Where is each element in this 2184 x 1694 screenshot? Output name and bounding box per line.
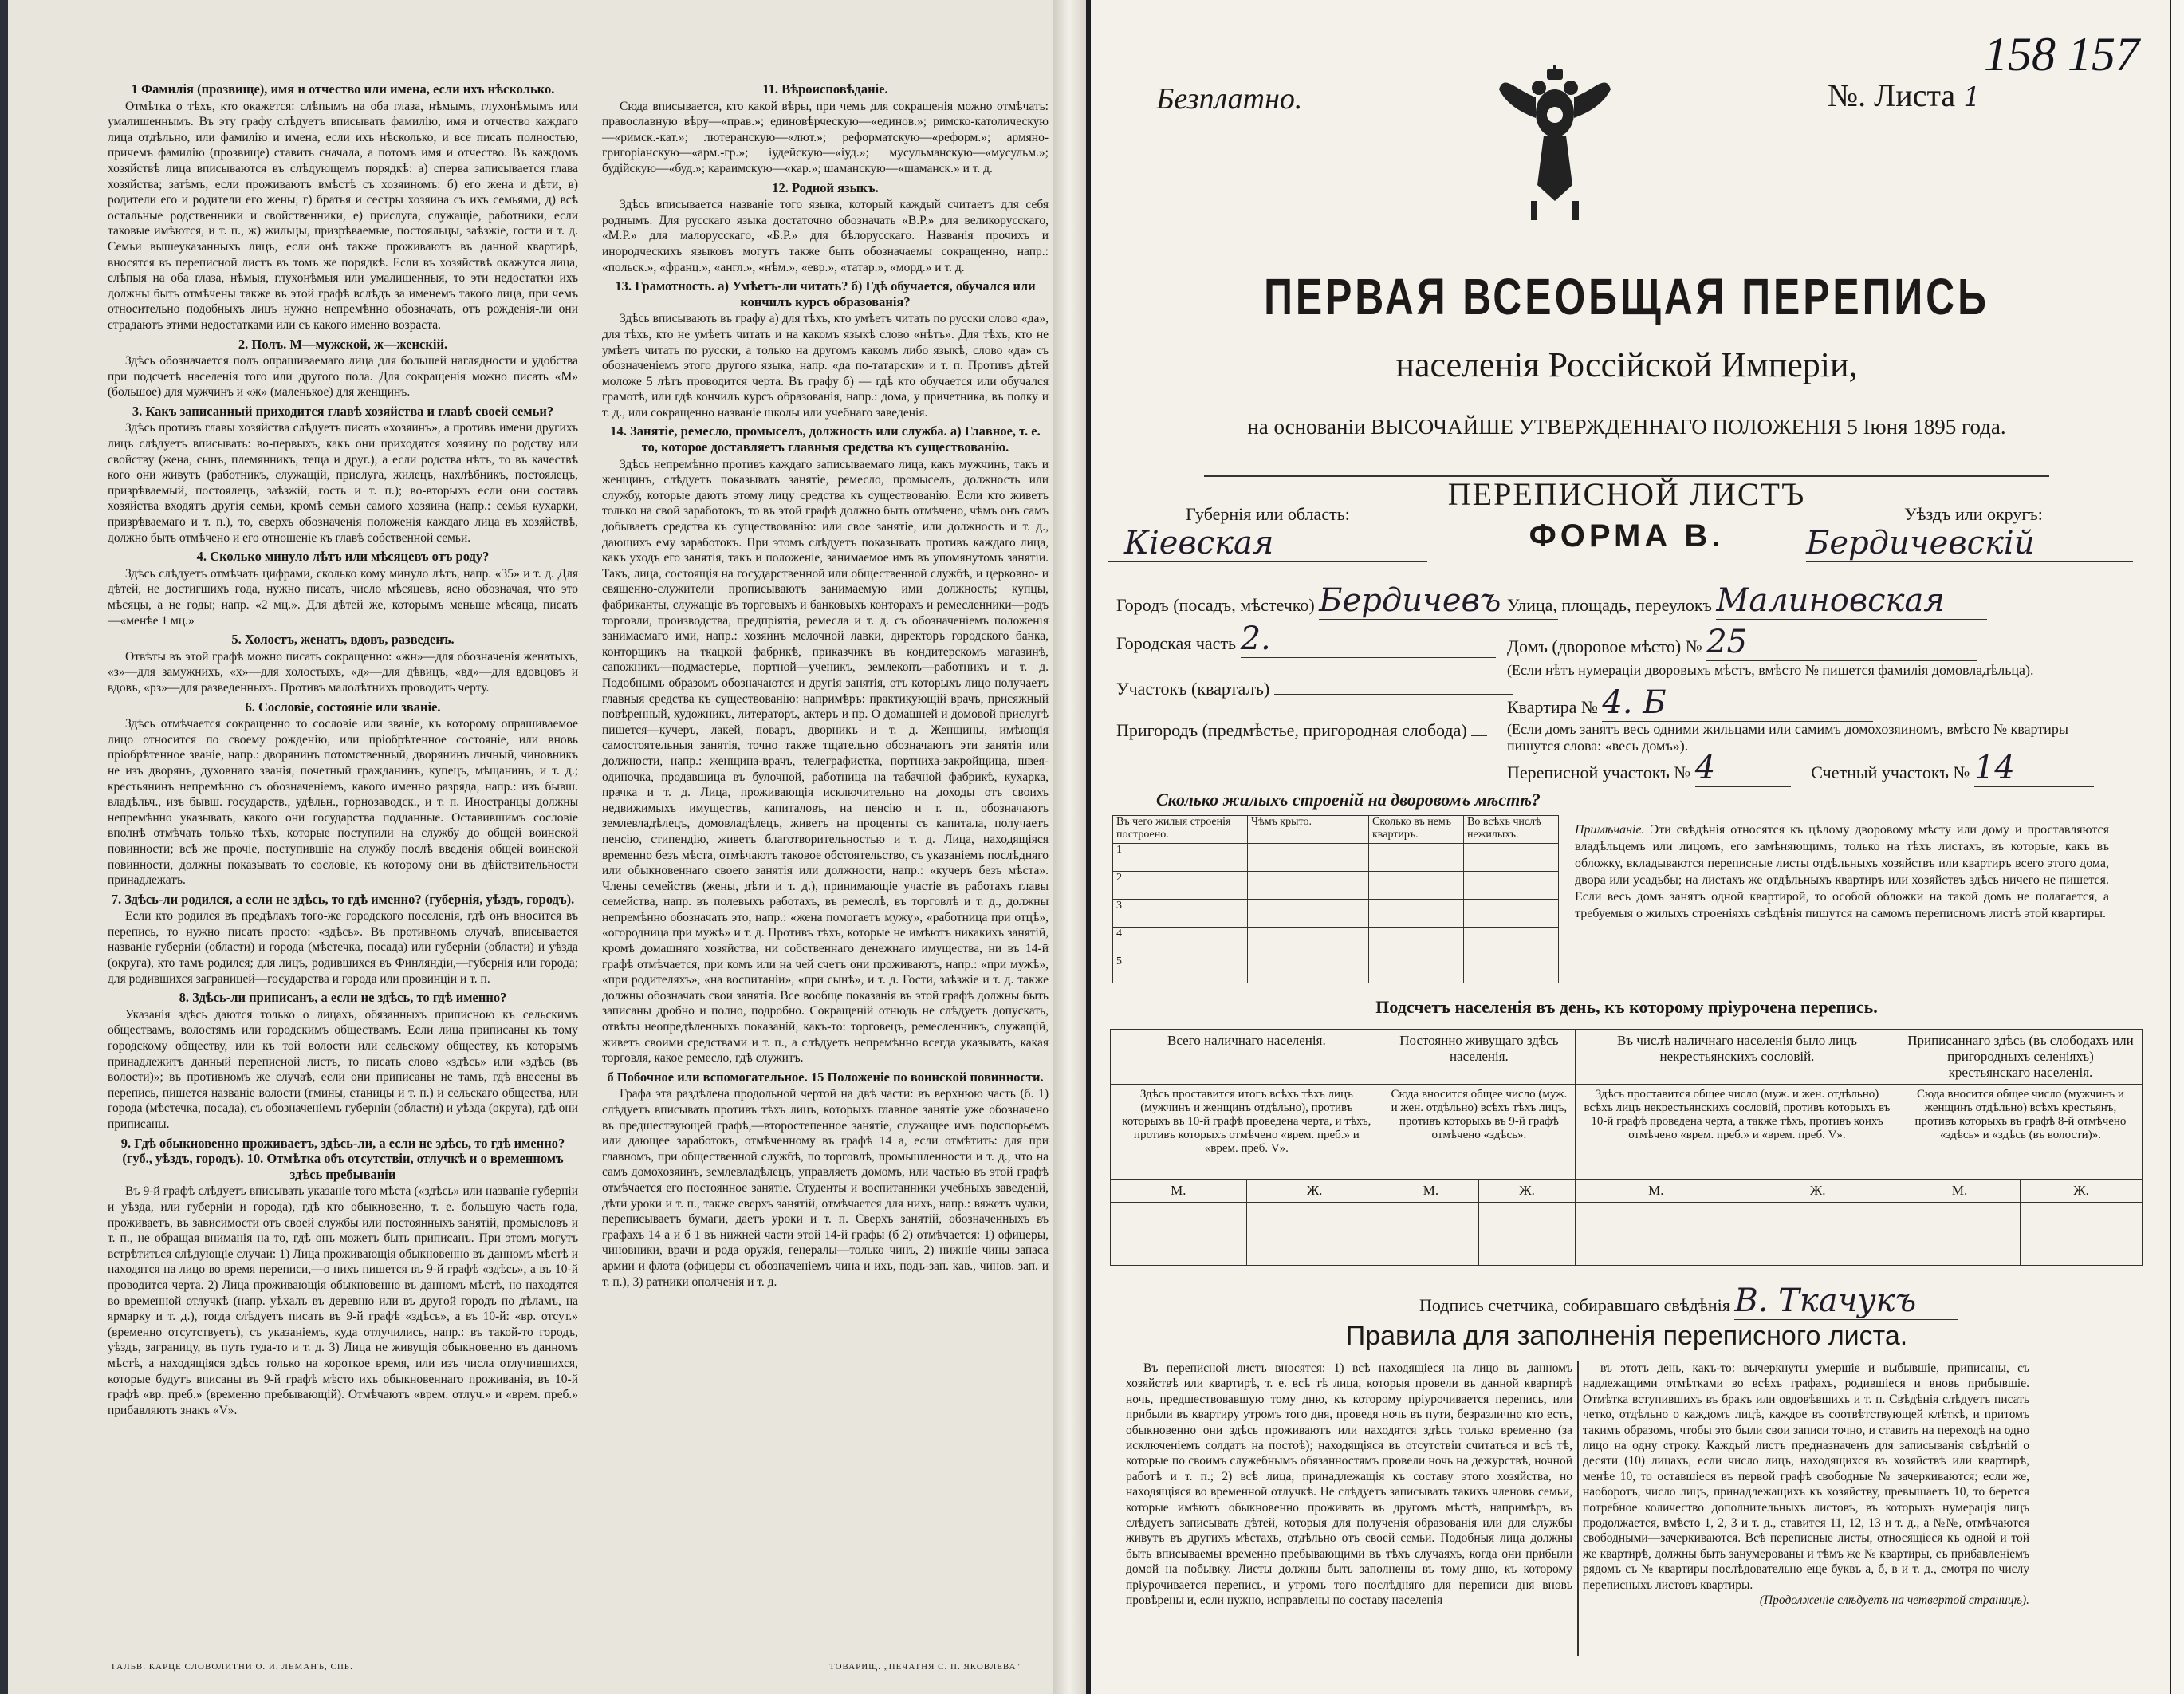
sheet-number	[1828, 77, 1981, 114]
population-values-row	[1111, 1203, 2143, 1266]
population-header-cell: Въ числѣ наличнаго населенія было лицъ некрестьянскихъ сословій.	[1576, 1030, 1899, 1085]
population-desc-row	[1111, 1085, 2143, 1180]
population-header-cell: Постоянно живущаго здѣсь населенія.	[1383, 1030, 1575, 1085]
instruction-text: Здѣсь непремѣнно противъ каждаго записываемаго лица, какъ мужчинъ, такъ и женщинъ, слѣдуетъ показывать занятіе, ремесло, промыселъ, должность или службу, которые даютъ этому лицу средства къ существованію. Если кто живетъ только на свой заработокъ, то въ этой графѣ должно быть отмѣчено, чѣмъ онъ самъ добываетъ средства къ существованію: или свое занятіе, или должность и т. д., дающихъ ему заработокъ. При этомъ слѣдуетъ показывать противъ каждаго лица, какъ уходъ его занятія, такъ и положеніе, занимаемое имъ въ упомянутомъ занятіи. Такъ, лица, состоящія на государственной или общественной службѣ, и церковно- и священно-служители прописываютъ занимаемую ими должность; купцы, фабриканты, служащіе въ торговыхъ и банковыхъ конторахъ и ремесленники—родъ торговли, производства, предпріятія, ремесла и т. д. съ обозначеніемъ положенія занимаемаго ими, напр.: хозяинъ мелочной лавки, директоръ городского банка, конторщикъ на ткацкой фабрикѣ, приказчикъ въ кондитерскомъ магазинѣ, сапожникъ—подмастерье, портной—ученикъ, землекопъ—работникъ и т. д. Подобнымъ образомъ обозначаются и другія занятія, отъ которыхъ лицо получаетъ главныя средства къ существованію: напримѣръ: практикующій врачъ, присяжный повѣренный, художникъ, литераторъ, актеръ и пр. О домашней и домовой прислугѣ пишется—кучеръ, лакей, поваръ, дворникъ и т. д. Женщины, имѣющія самостоятельныя занятія, точно также тщательно обозначаютъ эти занятія или должности, напр.: женщина-врачъ, телеграфистка, портниха-закройщица, швея-одиночка, продавщица въ булочной, работница на табачной фабрикѣ, кухарка, прачка и т. д. Лица, проживающія исключительно на доходы отъ своихъ недвижимыхъ имуществъ, капиталовъ, на пенсію и т. п., обозначаютъ землевладѣлецъ, домовладѣлецъ, живетъ на проценты съ капитала, получаетъ пенсію, стипендію, живетъ благотворительностью и т. д. Лица, находящіяся временно безъ мѣста, отмѣчаютъ таковое обстоятельство, съ указаніемъ послѣдняго или обыкновеннаго своего занятія или должности, напр.: «кучеръ безъ мѣста». Члены семействъ (жены, дѣти и т. д.), принимающіе участіе въ работахъ главы семейства, напр. въ полевыхъ работахъ, въ ремеслѣ, въ торговлѣ и т. д., должны непремѣнно обозначать это, напр.: «жена помогаетъ мужу», «работница при отцѣ», «огородница при мужѣ» и т. д. Противъ тѣхъ, которые не имѣютъ никакихъ занятій, кромѣ домашняго хозяйства, ни собственнаго денежнаго имущества, ни въ 14-й графѣ отмѣчается, при комъ или на чей счетъ они проживаютъ, напр.: «при мужѣ», «при родителяхъ», «на воспитаніи», «при сынѣ», и т. д. Гости, заѣзжіе и т. д. также должны обозначать свои занятія. Все вообще показанія въ этой графѣ должны быть записаны дробно и полно, подробно. Сокращеній отнюдь не слѣдуетъ допускать, отвѣты неопредѣленныхъ показаній, какъ-то: торговецъ, ремесленникъ, служащій, живетъ своими средствами и т. п., а слѣдуетъ непремѣнно всегда указывать, какая торговля, какое ремесло, гдѣ служитъ.	[602, 457, 1049, 1066]
rules-column-2	[1583, 1361, 2029, 1609]
count-district-label: Счетный участокъ №	[1811, 762, 1970, 782]
instruction-text: Если кто родился въ предѣлахъ того-же городского поселенія, гдѣ онъ вносится въ перепись, то нужно писать просто: «здѣсь». Въ противномъ случаѣ, вписывается названіе губерніи (области) и города (мѣстечка, посада) или губерніи (области) и уѣзда (округа), кто тамъ родился; для лицъ, родившихся въ Финляндіи,—губернія или города; для родившихся заграницей—государства и города или провинціи и т. п.	[108, 909, 578, 986]
instruction-heading: 2. Полъ. М—мужской, ж—женскій.	[238, 336, 448, 352]
population-header-cell: Приписаннаго здѣсь (въ слободахъ или пригородныхъ селеніяхъ) крестьянскаго населенія.	[1899, 1030, 2142, 1085]
instruction-heading: 9. Гдѣ обыкновенно проживаетъ, здѣсь-ли, а если не здѣсь, то гдѣ именно? (губ., уѣздъ, городъ). 10. Отмѣтка объ отсутствіи, отлучкѣ и о временномъ здѣсь пребываніи	[120, 1135, 565, 1182]
instruction-section	[108, 699, 578, 888]
left-column-2	[602, 80, 1049, 1293]
female-header: Ж.	[1737, 1180, 1899, 1203]
female-header: Ж.	[1246, 1180, 1383, 1203]
free-label: Безплатно.	[1156, 82, 1303, 116]
instruction-text: Здѣсь слѣдуетъ отмѣчать цифрами, сколько кому минуло лѣтъ, напр. «35» и т. д. Для дѣтей, не достигшихъ года, нужно писать, число мѣсяцевъ, ясно обозначая, что это мѣсяцы, а не годы; напр. «2 мц.». Для дѣтей же, которымъ меньше мѣсяца, писать—«менѣе 1 мц.»	[108, 566, 578, 628]
male-header: М.	[1383, 1180, 1478, 1203]
population-table	[1110, 1029, 2143, 1266]
instruction-heading: 8. Здѣсь-ли приписанъ, а если не здѣсь, то гдѣ именно?	[179, 990, 507, 1006]
rules-text-2: въ этотъ день, какъ-то: вычеркнуты умершіе и выбывшіе, приписаны, съ надлежащими отмѣтками во всѣхъ графахъ, родившіеся и вновь прибывшіе. Отмѣтка вступившихъ въ бракъ или овдовѣвшихъ и т. п. Свѣдѣнія слѣдуетъ писать четко, отдѣльно о каждомъ лицѣ, каждое въ соотвѣтствующей клѣткѣ, и притомъ такимъ образомъ, чтобы это были свои записи точно, и ставить на переходѣ на одно лицо на одну строку. Каждый листъ предназначенъ для записыванія свѣдѣній о десяти (10) лицахъ, если число лицъ, находящихся въ хозяйствѣ или квартирѣ, менѣе 10, то оставшіеся въ первой графѣ свободные № зачеркиваются; если же, наоборотъ, число лицъ, принадлежащихъ къ хозяйству, превышаетъ 10, то берется потребное количество дополнительныхъ листовъ, въ которыхъ нумерація лицъ продолжается, вмѣсто 1, 2, 3 и т. д., ставится 11, 12, 13 и т. д., а №№, отмѣчаются свободными—зачеркиваются. Всѣ переписные листы, относящіеся къ одной и той же квартирѣ, должны быть занумерованы и тѣмъ же № квартиры, съ прибавленіемъ рядомъ съ № квартиры послѣдовательно еще буквъ а, б, в и т. д., смотря по числу переписныхъ листовъ квартиры.	[1583, 1361, 2029, 1592]
instruction-section	[108, 81, 578, 333]
row-number: 5	[1113, 955, 1248, 983]
street-row	[1507, 582, 1987, 620]
instruction-heading: 1 Фамилія (прозвище), имя и отчество или имена, если ихъ нѣсколько.	[131, 81, 555, 97]
plot-row	[1116, 675, 1513, 699]
instruction-section	[108, 337, 578, 400]
buildings-question: Сколько жилыхъ строеній на дворовомъ мѣстѣ?	[1156, 790, 1541, 810]
population-header-row	[1111, 1030, 2143, 1085]
buildings-table	[1112, 815, 1559, 983]
apartment-row	[1507, 684, 1873, 722]
gubernia-label: Губернія или область:	[1186, 504, 1350, 524]
instruction-heading: б Побочное или вспомогательное. 15 Положеніе по воинской повинности.	[607, 1069, 1044, 1085]
signature-label: Подпись счетчика, собиравшаго свѣдѣнія	[1419, 1295, 1730, 1315]
buildings-row	[1113, 872, 1559, 900]
instruction-text: Здѣсь противъ главы хозяйства слѣдуетъ писать «хозяинъ», а противъ имени другихъ лицъ слѣдуетъ вписывать: во-первыхъ, какъ они приходятся хозяину по родству или свойству (жена, сынъ, племянникъ, теща и друг.), а если родства нѣтъ, то въ качествѣ кого они живутъ (работникъ, служащій, прислуга, жилецъ, нахлѣбникъ, постоялецъ, призрѣваемый, постоялецъ, заѣзжій, гость и т. п.); во-вторыхъ если они составъ хозяйства входятъ другія семьи, кромѣ семьи самого хозяина (напр.: семья кухарки, призрѣваемаго и т. п.), то, сверхъ обозначенія положенія каждаго лица въ хозяйствѣ, должно быть отмѣчено и его отношеніе къ главѣ собственной семьи.	[108, 421, 578, 545]
row-number: 3	[1113, 900, 1248, 928]
rules-divider	[1577, 1361, 1579, 1656]
rules-title: Правила для заполненія переписного листа.	[1345, 1321, 1908, 1351]
instruction-section	[108, 1136, 578, 1419]
page-title: ПЕРВАЯ ВСЕОБЩАЯ ПЕРЕПИСЬ	[1264, 268, 1989, 325]
instruction-section	[602, 1070, 1049, 1290]
city-part-label: Городская часть	[1116, 633, 1237, 653]
male-header: М.	[1576, 1180, 1737, 1203]
instruction-section	[602, 424, 1049, 1066]
female-header: Ж.	[2021, 1180, 2143, 1203]
suburb-row	[1116, 716, 1487, 741]
buildings-row	[1113, 955, 1559, 983]
buildings-header-cell: Чѣмъ крыто.	[1248, 816, 1369, 844]
row-number: 1	[1113, 844, 1248, 872]
buildings-header-cell: Во всѣхъ числѣ нежилыхъ.	[1464, 816, 1559, 844]
rules-column-1	[1126, 1361, 1572, 1609]
instruction-text: Указанія здѣсь даются только о лицахъ, обязанныхъ приписною къ сельскимъ обществамъ, волостямъ или городскимъ обществамъ. Если лица приписаны къ тому городскому обществу, или къ той волости или сельскому обществу, къ которымъ принадлежитъ данный переписной листъ, то писать слово «здѣсь» или «здѣсь (въ волости)»; въ противномъ же случаѣ, если они приписаны не тамъ, гдѣ внесены въ перепись, пишется названіе волости (гмины, станицы и т. п.) и сельскаго общества, или города (мѣстечка, посада), съ обозначеніемъ губерніи (области) и уѣзда (округа), гдѣ они приписаны.	[108, 1007, 578, 1131]
buildings-row	[1113, 844, 1559, 872]
row-number: 4	[1113, 928, 1248, 955]
handwritten-page-number: 158 157	[1984, 28, 2139, 81]
city-part-row	[1116, 620, 1496, 658]
buildings-header-row	[1113, 816, 1559, 844]
house-row	[1507, 624, 1977, 661]
instruction-section	[108, 549, 578, 628]
plot-value	[1274, 675, 1513, 695]
count-title: Подсчетъ населенія въ день, къ которому пріурочена перепись.	[1375, 997, 1878, 1017]
instruction-heading: 7. Здѣсь-ли родился, а если не здѣсь, то гдѣ именно? (губернія, уѣздъ, городъ).	[111, 891, 575, 907]
left-column-1	[108, 80, 578, 1421]
form-title: ПЕРЕПИСНОЙ ЛИСТЪ	[1447, 476, 1806, 512]
female-header: Ж.	[1479, 1180, 1576, 1203]
gubernia-field	[1108, 504, 1427, 562]
note-text: Эти свѣдѣнія относятся къ цѣлому дворовому мѣсту или дому и проставляются владѣльцемъ или лицомъ, его замѣняющимъ, только на тѣхъ листахъ, въ которые, какъ въ обложку, вкладываются переписные листы отдѣльныхъ хозяйствъ или квартиръ всего этого дома, двора или усадьбы; на листахъ же отдѣльныхъ квартиръ или хозяйствъ здѣсь ничего не пишется. Если весь домъ занятъ одной квартирой, то особой обложки на такой домъ не полагается, а требуемыя о жилыхъ строеніяхъ свѣдѣнія пишутся на самомъ переписномъ листѣ этой квартиры.	[1575, 823, 2110, 920]
census-district-label: Переписной участокъ №	[1507, 762, 1691, 782]
instruction-section	[602, 180, 1049, 276]
form-type: ФОРМА В.	[1529, 518, 1725, 554]
population-mf-row	[1111, 1180, 2143, 1203]
street-value: Малиновская	[1716, 582, 1987, 620]
apartment-note: (Если домъ занятъ весь одними жильцами или самимъ домохозяиномъ, вмѣсто № квартиры пишутся слова: «весь домъ»).	[1507, 721, 2068, 754]
buildings-header-cell: Въ чего жилыя строенія построено.	[1113, 816, 1248, 844]
double-headed-eagle-icon	[1499, 65, 1611, 225]
census-district-value: 4	[1695, 750, 1791, 787]
instruction-section	[108, 892, 578, 987]
population-header-cell: Всего наличнаго населенія.	[1111, 1030, 1383, 1085]
apartment-value: 4. Б	[1602, 684, 1873, 722]
city-value: Бердичевъ	[1319, 582, 1558, 620]
instruction-heading: 6. Сословіе, состояніе или званіе.	[245, 699, 441, 715]
sheet-number-label: №. Листа	[1828, 77, 1956, 113]
instruction-text: Графа эта раздѣлена продольной чертой на двѣ части: въ верхнюю часть (б. 1) слѣдуетъ вписывать противъ тѣхъ лицъ, которыхъ главное занятіе уже обозначено въ предшествующей графѣ,—второстепенное занятіе, служащее имъ подспорьемъ или дающее заработокъ, отмѣченному въ графѣ 14 а, если отмѣтить: для при главномъ, при общественной службѣ, по торговлѣ, промышленности и т. д., что на самъ домохозяинъ, землевладѣлецъ, управляетъ домомъ, или частью въ этой графѣ отмѣчается его постоянное занятіе. Студенты и воспитанники учебныхъ заведеній, дѣти уроки и т. п., также сверхъ занятій, отмѣчается для нихъ, напр.: вяжетъ чулки, переписываетъ бумаги, даетъ уроки и т. п. Сверхъ занятій, обозначенныхъ въ графахъ 14 а и б 1 въ нижней части этой 14-й графы (б 2) отмѣчается: 1) офицеры, чиновники, врачи и рода оружія, генералы—только чинъ, 2) нижніе чины запаса армии и флота (офицеры съ обозначеніемъ чина и ихъ, подъ-зап. кав., чинов. зап. и т. п.), 3) ратники ополченія и т. д.	[602, 1087, 1049, 1289]
instruction-section	[602, 81, 1049, 177]
instruction-heading: 13. Грамотность. а) Умѣетъ-ли читать? б) Гдѣ обучается, обучался или кончилъ курсъ образованія?	[615, 278, 1036, 309]
instruction-heading: 11. Вѣроисповѣданіе.	[762, 81, 888, 97]
left-footer-printer: ГАЛЬВ. КАРЦЕ СЛОВОЛИТНИ О. И. ЛЕМАНЪ, СПБ.	[112, 1662, 353, 1672]
instruction-text: Здѣсь обозначается полъ опрашиваемаго лица для большей наглядности и удобства при подсчетѣ населенія того или другого пола. Для сокращенія можно писать «М» (большое) для мужчинъ и «ж» (маленькое) для женщинъ.	[108, 354, 578, 400]
instruction-text: Здѣсь вписывають въ графу а) для тѣхъ, кто умѣетъ читать по русски слово «да», для тѣхъ, кто не умѣетъ читать и на какомъ языкѣ слово «нѣтъ». Для тѣхъ, кто не умѣетъ читать по русски, а только на другомъ какомъ либо языкѣ, слово «да» съ обозначеніемъ этого другого языка, напр. «да по-татарски» и т. п. Противъ дѣтей моложе 5 лѣтъ проводится черта. Въ графу б) — гдѣ кто обучается или обучался грамотѣ, или гдѣ кончилъ курсъ образованія, напр.: дома, у причетника, въ полку и т. д., или сокращенно названіе школы или учебнаго заведенія.	[602, 312, 1049, 420]
instruction-heading: 4. Сколько минуло лѣтъ или мѣсяцевъ отъ роду?	[196, 549, 490, 565]
instruction-heading: 14. Занятіе, ремесло, промыселъ, должность или служба. а) Главное, т. е. то, которое доставляетъ главныя средства къ существованію.	[610, 424, 1041, 455]
page-subtitle: населенія Россійской Имперіи,	[1395, 345, 1858, 384]
house-value: 25	[1706, 624, 1977, 661]
instruction-text: Въ 9-й графѣ слѣдуетъ вписывать указаніе того мѣста («здѣсь» или названіе губерніи и уѣзда, или губерніи и города), гдѣ кто обыкновенно, т. е. большую часть года, проживаетъ, въ зависимости отъ своей службы или постоянныхъ занятій, промысловъ и т. п., не обращая вниманія на то, гдѣ онъ можетъ быть приписанъ. При этомъ могутъ встрѣтиться слѣдующіе случаи: 1) Лица проживающія обыкновенно въ данномъ мѣстѣ и находятся на лицо во время переписи,—о нихъ пишется въ 9-й графѣ «здѣсь», а въ 10-й проводится черта. 2) Лица проживающія обыкновенно въ данномъ мѣстѣ, но находятся во временной отлучкѣ (напр. уѣхалъ въ деревню или въ другой городъ по дѣламъ, на ярмарку и т. д.), тогда слѣдуетъ писать въ 9-й графѣ «здѣсь», а въ 10-й: «вр. отсут.» (временно отсутствуетъ), съ указаніемъ, куда отлучились, напр.: въ такой-то городъ, уѣздъ, заграницу, въ путь туда-то и т. д. 3) Лица не живущія обыкновенно въ данномъ мѣстѣ, а находящіяся здѣсь только на короткое время, или изъ числа отлучившихся, которые будутъ вписаны въ 9-й графѣ мѣсто ихъ обыкновеннаго проживанія, въ 10-й графѣ «вр. преб.» (временно пребывающій). Отмѣчаютъ «врем. отлуч.» и «врем. преб.» прибавляютъ знакъ «V».	[108, 1184, 578, 1417]
instruction-text: Отмѣтка о тѣхъ, кто окажется: слѣпымъ на оба глаза, нѣмымъ, глухонѣмымъ или умалишеннымъ. Въ эту графу слѣдуетъ вписывать фамилію, имя и отчество каждаго лица отдѣльно, или фамилію и имена, если ихъ нѣсколько, и все писать полностью, причемъ фамилію (прозвище) ставить сначала, а потомъ имя и отчество. Въ каждомъ хозяйствѣ лица вписываются въ слѣдующемъ порядкѣ: а) сперва записывается глава хозяйства; затѣмъ, если проживаютъ вмѣстѣ съ хозяиномъ: б) его жена и дѣти, в) родители его и родители его жены, г) братья и сестры хозяина съ ихъ семьями, д) всѣ остальные родственники и свойственники, е) прислуга, служащіе, работники, если таковые имѣются, и т. п., ж) жильцы, призрѣваемые, постояльцы, заѣзжіе, гости и т. д. Семьи вышеуказанныхъ лицъ, если онѣ также проживаютъ въ данной квартирѣ, вносятся въ переписной листъ въ томъ же порядкѣ. Если въ хозяйствѣ окажутся лица, слѣпыя на оба глаза, нѣмыя, глухонѣмыя или умалишенныя, то эти недостатки ихъ должны быть отмѣчены также въ этой графѣ вслѣдъ за именемъ такого лица, при чемъ относительно подобныхъ лицъ нужно непремѣнно обозначать, отъ рожденія-ли они страдаютъ этими недостатками или съ какого именно возраста.	[108, 99, 578, 332]
right-footer-printer: ТОВАРИЩ. „ПЕЧАТНЯ С. П. ЯКОВЛЕВА"	[829, 1662, 1021, 1672]
instruction-text: Здѣсь отмѣчается сокращенно то сословіе или званіе, къ которому опрашиваемое лицо относится по своему рожденію, или пріобрѣтенное состояніе, или вновь пріобрѣтенное званіе, напр.: дворянинъ потомственный, дворянинъ личный, чиновникъ не изъ дворянъ, духовнаго званія, почетный гражданинъ, купецъ, мѣщанинъ, и т. д.; крестьянинъ непремѣнно съ обозначеніемъ, какого именно разряда, напр.: изъ бывш. владѣльч., изъ бывш. государств., удѣльн., горнозаводск., и т. п. Иностранцы должны непремѣнно указывать, какого они государства подданные. Оставившимъ сословіе вполнѣ отмѣчать только тѣхъ, которые поступили на службу до общей воинской повинности; всѣ же прочіе, поступившіе на службу послѣ введенія общей воинской повинности, должны показывать то сословіе, къ которому они въ дѣйствительности принадлежатъ.	[108, 717, 578, 888]
instruction-text: Отвѣты въ этой графѣ можно писать сокращенно: «жн»—для обозначенія женатыхъ, «з»—для замужнихъ, «х»—для холостыхъ, «д»—для дѣвицъ, «вд»—для вдовцовъ и вдовъ, «рз»—для разведенныхъ. Противъ малолѣтнихъ проводить черту.	[108, 649, 578, 695]
buildings-row	[1113, 928, 1559, 955]
population-desc-cell: Сюда вносится общее число (муж. и жен. отдѣльно) всѣхъ тѣхъ лицъ, противъ которыхъ въ 9-й графѣ отмѣчено «здѣсь».	[1383, 1085, 1575, 1180]
apartment-label: Квартира №	[1507, 697, 1598, 717]
instruction-heading: 12. Родной языкъ.	[772, 179, 879, 195]
instruction-heading: 3. Какъ записанный приходится главѣ хозяйства и главѣ своей семьи?	[132, 403, 554, 419]
rules-text-1: Въ переписной листъ вносятся: 1) всѣ находящіеся на лицо въ данномъ хозяйствѣ или квартирѣ, т. е. всѣ тѣ лица, которыя провели въ данной квартирѣ ночь, предшествовавшую тому дню, къ которому пріурочивается перепись, или прибыли въ квартиру утромъ того дня, проведя ночь въ пути, безразлично кто есть, обыкновенно они здѣсь проживаютъ или находятся здѣсь только временно (за исключеніемъ солдатъ на постоѣ); находящіяся въ отсутствіи считаться и всѣ тѣ, которые по своимъ служебнымъ обязанностямъ провели ночь на дежурствѣ, ночной работѣ и т. п.; 2) всѣ лица, принадлежащія къ составу этого хозяйства, но находящіяся во временной отлучкѣ. Не слѣдуетъ записывать такихъ членовъ семьи, которые имѣютъ обыкновенно проживать въ другомъ мѣстѣ, напримѣръ, въ слѣдуетъ записывать дѣтей, которыя для полученія образованія или для службы живутъ въ другихъ мѣстахъ, отдѣльно отъ своей семьи. Подобныя лица должны быть вписываемы временно пребывающими въ тѣхъ случаяхъ, когда они прибыли домой на побывку. Листы должны быть заполнены въ тому дню, къ которому пріурочивается перепись, и утромъ того послѣдняго для переписи дня вновь провѣрены и, если нужно, исправлены по составу населенія	[1126, 1361, 1572, 1608]
instruction-heading: 5. Холостъ, женатъ, вдовъ, разведенъ.	[231, 632, 455, 648]
house-label: Домъ (дворовое мѣсто) №	[1507, 636, 1702, 656]
gubernia-value: Кіевская	[1108, 525, 1427, 562]
male-header: М.	[1111, 1180, 1247, 1203]
street-label: Улица, площадь, переулокъ	[1507, 595, 1712, 615]
buildings-header-cell: Сколько въ немъ квартиръ.	[1369, 816, 1464, 844]
uezd-value: Бердичевскій	[1806, 525, 2133, 562]
row-number: 2	[1113, 872, 1248, 900]
plot-label: Участокъ (кварталъ)	[1116, 679, 1270, 699]
city-label: Городъ (посадъ, мѣстечко)	[1116, 595, 1315, 615]
count-district-value: 14	[1974, 750, 2094, 787]
male-header: М.	[1899, 1180, 2020, 1203]
population-desc-cell: Здѣсь проставится общее число (муж. и жен. отдѣльно) всѣхъ лицъ некрестьянскихъ сословій, противъ которыхъ въ 10-й графѣ проведена черта, а также тѣхъ, противъ коихъ отмѣчено «врем. преб.» и «врем. преб. V».	[1576, 1085, 1899, 1180]
house-note: (Если нѣтъ нумераціи дворовыхъ мѣстъ, вмѣсто № пишется фамилія домовладѣльца).	[1507, 662, 2034, 678]
population-desc-cell: Здѣсь проставится итогъ всѣхъ тѣхъ лицъ (мужчинъ и женщинъ отдѣльно), противъ которыхъ въ 10-й графѣ проведена черта, и тѣхъ, противъ которыхъ отмѣчено «врем. преб.» и «врем. преб. V».	[1111, 1085, 1383, 1180]
buildings-row	[1113, 900, 1559, 928]
sheet-number-value: 1	[1963, 81, 1981, 113]
rules-continued: (Продолженіе слѣдуетъ на четвертой страницѣ).	[1759, 1594, 2029, 1608]
instruction-section	[602, 278, 1049, 420]
city-row	[1116, 582, 1558, 620]
buildings-note	[1575, 821, 2109, 922]
suburb-label: Пригородъ (предмѣстье, пригородная слобода)	[1116, 720, 1467, 740]
suburb-value	[1471, 716, 1487, 736]
instruction-text: Сюда вписывается, кто какой вѣры, при чемъ для сокращенія можно отмѣчать: православную вѣру—«прав.»; единовѣрческую—«единов.»; римско-католическую—«римск.-кат.»; лютеранскую—«лют.»; реформатскую—«реформ.»; армяно-григоріанскую—«арм.-гр.»; іудейскую—«іуд.»; мусульманскую—«мусульм.»; будійскую—«буд.»; караимскую—«кар.»; шаманскую—«шаманск.» и т. д.	[602, 99, 1049, 175]
note-title: Примѣчаніе.	[1575, 823, 1645, 837]
instruction-text: Здѣсь вписывается названіе того языка, который каждый считаетъ для себя роднымъ. Для русскаго языка достаточно обозначать «В.Р.» для великорусскаго, «М.Р.» для малорусскаго, «Б.Р.» для бѣлорусскаго. Названія прочихъ и инородческихъ языковъ могутъ также быть обозначаемы сокращенно, напр.: «польск.», «франц.», «англ.», «нѣм.», «евр.», «татар.», «морд.» и т. д.	[602, 198, 1049, 274]
uezd-field	[1806, 504, 2141, 562]
signature-row	[1419, 1282, 1958, 1320]
book-spine	[1053, 0, 1086, 1694]
instruction-section	[108, 990, 578, 1132]
page-edge	[2170, 0, 2184, 1694]
population-desc-cell: Сюда вносится общее число (мужчинъ и женщинъ отдѣльно) всѣхъ крестьянъ, противъ которыхъ въ графѣ 8-й отмѣчено «здѣсь» и «здѣсь (въ волости)».	[1899, 1085, 2142, 1180]
instruction-section	[108, 632, 578, 695]
signature-value: В. Ткачукъ	[1734, 1282, 1958, 1320]
census-district-row	[1507, 750, 2094, 787]
uezd-label: Уѣздъ или округъ:	[1904, 504, 2043, 524]
instruction-section	[108, 404, 578, 546]
left-page	[8, 0, 1064, 1694]
city-part-value: 2.	[1241, 620, 1496, 658]
legal-basis: на основаніи ВЫСОЧАЙШЕ УТВЕРЖДЕННАГО ПОЛОЖЕНІЯ 5 Іюня 1895 года.	[1247, 415, 2006, 439]
